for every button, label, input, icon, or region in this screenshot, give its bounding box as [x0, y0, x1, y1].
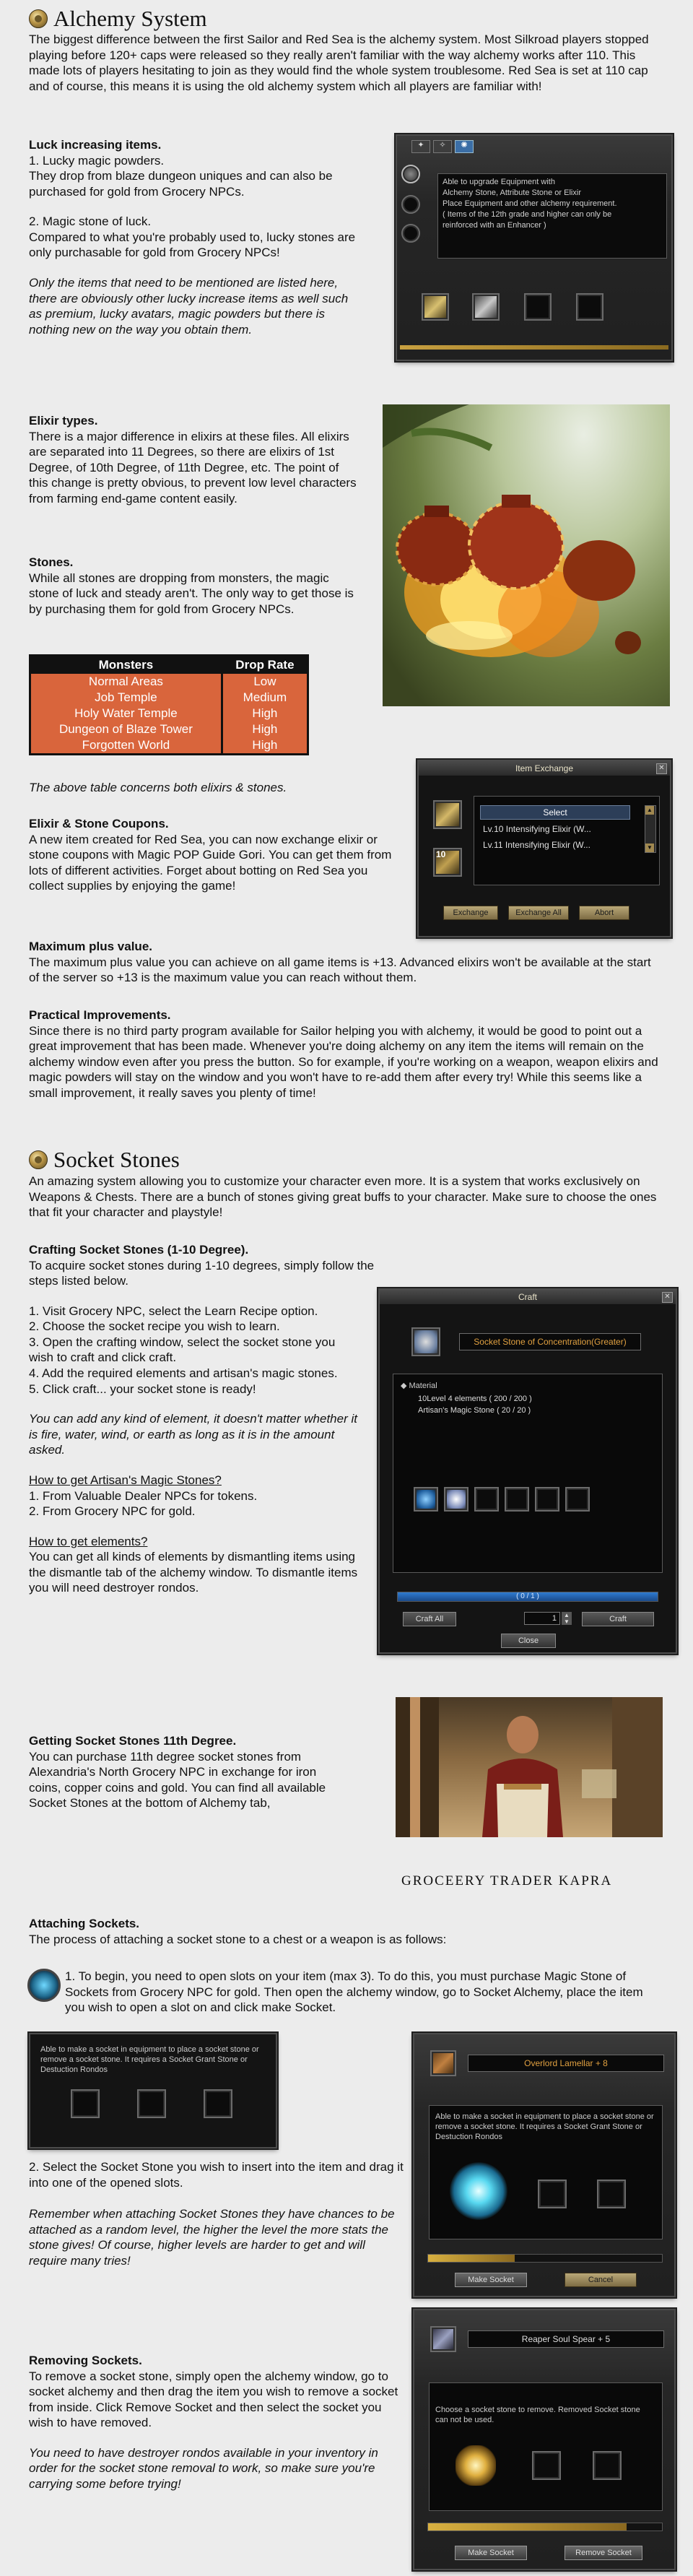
list-item: 3. Open the crafting window, select the socket stone you wish to craft and click craft. — [29, 1335, 336, 1365]
socket-slot[interactable] — [204, 2089, 232, 2118]
table-cell: Normal Areas — [88, 674, 163, 688]
luck-section — [29, 137, 361, 337]
luck-stone-slot[interactable] — [401, 224, 420, 243]
list-item: 4. Add the required elements and artisan's magic stones. — [29, 1366, 338, 1381]
tab-elixir[interactable]: ✦ — [411, 140, 430, 153]
table-row — [30, 706, 308, 721]
eleventh-heading: Getting Socket Stones 11th Degree. — [29, 1734, 237, 1748]
craft-progress-text: ( 0 / 1 ) — [516, 1592, 539, 1600]
alchemy-tabs — [411, 140, 476, 153]
elixir-result-slot[interactable] — [433, 848, 462, 877]
craft-heading: Crafting Socket Stones (1-10 Degree). — [29, 1243, 249, 1257]
socket-box — [429, 2105, 663, 2239]
remove-socket-button[interactable]: Remove Socket — [565, 2546, 642, 2560]
list-item: 5. Click craft... your socket stone is ready! — [29, 1382, 256, 1396]
elixir-heading: Elixir types. — [29, 414, 98, 428]
stones-section — [29, 555, 361, 617]
elixir-section — [29, 413, 361, 506]
practical-section — [29, 1007, 664, 1101]
craft-button[interactable]: Craft — [582, 1612, 654, 1626]
remove-socket-progress-fill — [428, 2523, 627, 2531]
socket-slot[interactable] — [593, 2451, 622, 2480]
empty-slot[interactable] — [505, 1487, 529, 1512]
material-label-text: Material — [409, 1382, 437, 1390]
attach-step-1: 1. To begin, you need to open slots on your item (max 3). To do this, you must purchase Magic Stone of Sockets from Grocery NPC for gold. Then open the alchemy window, go to Socket Alchemy, place the item you wish to open a slot on and click make Socket. — [65, 1969, 643, 2015]
elements-question: How to get elements? — [29, 1534, 148, 1548]
make-socket-window — [413, 2033, 676, 2297]
socket-window-text: Able to make a socket in equipment to place a socket stone or remove a socket stone. It requires a Socket Grant Stone or Destuction Rondos — [40, 2045, 259, 2074]
artisan-answer-2: 2. From Grocery NPC for gold. — [29, 1504, 196, 1519]
element-slot[interactable] — [414, 1487, 438, 1512]
scrollbar[interactable] — [645, 805, 656, 853]
elements-answer: You can get all kinds of elements by dismantling items using the dismantle tab of the alchemy window. To dismantle items you will need destroyer rondos. — [29, 1550, 358, 1595]
table-cell: High — [222, 721, 308, 737]
material-slot[interactable] — [524, 293, 552, 321]
elixir-scene-image — [383, 404, 670, 706]
table-cell: Low — [222, 674, 308, 690]
socket-intro: An amazing system allowing you to customize your character even more. It is a system that works exclusively on Weapons & Chests. There are a bunch of stones giving great buffs to your character. Make sure to choose the ones that fit your character and playstyle! — [29, 1174, 657, 1220]
coupons-section — [29, 816, 404, 894]
abort-button[interactable]: Abort — [579, 906, 629, 920]
luck-heading: Luck increasing items. — [29, 138, 162, 152]
empty-slot[interactable] — [474, 1487, 499, 1512]
coupons-heading: Elixir & Stone Coupons. — [29, 817, 169, 831]
tooltip-line: Able to upgrade Equipment with — [443, 178, 555, 186]
table-cell: High — [222, 737, 308, 755]
attach-note: Remember when attaching Socket Stones they have chances to be attached as a random level, the higher the level the more stats the stone gives! Of course, higher levels are harder to get and will require many tries! — [29, 2207, 395, 2268]
close-button[interactable]: Close — [501, 1634, 556, 1648]
stack-count: 10 — [436, 849, 446, 859]
npc-illustration — [396, 1697, 663, 1837]
attach-sub: The process of attaching a socket stone to a chest or a weapon is as follows: — [29, 1932, 447, 1946]
socket-window-small — [29, 2033, 277, 2148]
craft-section — [29, 1242, 375, 1596]
burning-urns-illustration — [383, 404, 670, 706]
craft-steps — [29, 1304, 361, 1397]
bullet-icon: ◆ — [401, 1382, 409, 1390]
stones-heading: Stones. — [29, 555, 74, 569]
scroll-up-icon[interactable]: ▲ — [645, 806, 654, 815]
tooltip-line: ( Items of the 12th grade and higher can only be — [443, 210, 612, 219]
table-note: The above table concerns both elixirs & stones. — [29, 781, 287, 794]
socket-slot[interactable] — [532, 2451, 561, 2480]
socket-slot[interactable] — [137, 2089, 166, 2118]
socket-heading — [29, 1148, 180, 1171]
exchange-option[interactable]: Lv.10 Intensifying Elixir (W... — [483, 824, 591, 834]
practical-text: Since there is no third party program available for Sailor helping you with alchemy, it would be good to point out a great improvement that has been made. Whenever you're doing alchemy on any item the items will remain on the alchemy window even after you press the button. So for example, if you're working on a weapon, weapon elixirs and magic powders will stay on the window and you won't have to re-add them after every try! While this seems like a small improvement, it really saves you plenty of time! — [29, 1023, 658, 1100]
remove-section — [29, 2353, 404, 2492]
table-cell: Forgotten World — [82, 737, 170, 752]
elixir-slot[interactable] — [401, 165, 420, 183]
scroll-down-icon[interactable]: ▼ — [645, 844, 654, 852]
exchange-list-box — [474, 796, 660, 885]
make-socket-text: Able to make a socket in equipment to place a socket stone or remove a socket stone. It requires a Socket Grant Stone or Destuction Rondos — [435, 2112, 654, 2141]
artisan-question: How to get Artisan's Magic Stones? — [29, 1473, 222, 1487]
empty-slot[interactable] — [565, 1487, 590, 1512]
socket-slot[interactable] — [538, 2180, 567, 2208]
material-line: 10Level 4 elements ( 200 / 200 ) — [418, 1395, 532, 1403]
gold-stone-icon — [456, 2445, 496, 2486]
maxplus-section — [29, 939, 664, 986]
material-label — [401, 1382, 437, 1392]
socket-slot[interactable] — [71, 2089, 100, 2118]
remove-socket-text: Choose a socket stone to remove. Removed Socket stone can not be used. — [435, 2406, 640, 2424]
coupons-text: A new item created for Red Sea, you can now exchange elixir or stone coupons with Magic POP Guide Gori. You can get them from lots of different activities. Forget about botting on Red Sea you collect supplies by enjoying the game! — [29, 832, 392, 893]
close-icon[interactable]: ✕ — [662, 1292, 673, 1303]
item-name: Reaper Soul Spear + 5 — [468, 2330, 664, 2348]
alchemy-tooltip — [437, 173, 667, 259]
make-socket-progress-fill — [428, 2255, 515, 2262]
craft-sub: To acquire socket stones during 1-10 degrees, simply follow the steps listed below. — [29, 1258, 375, 1288]
luck-item-1-desc: They drop from blaze dungeon uniques and can also be purchased for gold from Grocery NPCs. — [29, 169, 333, 199]
socket-title: Socket Stones — [53, 1147, 180, 1172]
coupon-slot[interactable] — [433, 800, 462, 829]
craft-note: You can add any kind of element, it doesn't matter whether it is fire, water, wind, or earth as long as it is in the amount asked. — [29, 1412, 357, 1457]
craft-progress-bar — [397, 1592, 658, 1602]
material-line: Artisan's Magic Stone ( 20 / 20 ) — [418, 1406, 531, 1415]
quantity-input[interactable]: 1 — [524, 1612, 560, 1625]
remove-text: To remove a socket stone, simply open the alchemy window, go to socket alchemy and then drag the item you wish to remove a socket from inside. Click Remove Socket and then select the socket you wish to have removed. — [29, 2369, 398, 2430]
table-row — [30, 737, 308, 755]
eleventh-text: You can purchase 11th degree socket stones from Alexandria's North Grocery NPC in exchange for iron coins, copper coins and gold. You can find all available Socket Stones at the bottom of Alchemy tab, — [29, 1749, 326, 1810]
close-icon[interactable]: ✕ — [656, 763, 667, 774]
list-item: 1. Visit Grocery NPC, select the Learn Recipe option. — [29, 1304, 318, 1318]
exchange-all-button[interactable]: Exchange All — [508, 906, 569, 920]
alchemy-progress-bar — [400, 345, 668, 350]
urn-center — [469, 495, 563, 589]
item-name: Overlord Lamellar + 8 — [468, 2055, 664, 2072]
stone-slot[interactable] — [472, 293, 500, 321]
table-row — [30, 674, 308, 690]
medal-icon — [29, 1150, 48, 1169]
item-exchange-title: Item Exchange — [419, 761, 670, 776]
item-slot[interactable] — [430, 2326, 456, 2352]
luck-item-2: 2. Magic stone of luck. — [29, 214, 152, 229]
alchemy-heading — [29, 7, 207, 30]
luck-item-2-desc: Compared to what you're probably used to, lucky stones are only purchasable for gold from Grocery NPCs! — [29, 230, 356, 260]
attach-step-2: 2. Select the Socket Stone you wish to insert into the item and drag it into one of the opened slots. — [29, 2160, 404, 2190]
list-item: 2. Choose the socket recipe you wish to learn. — [29, 1319, 280, 1334]
npc-caption: GROCEERY TRADER KAPRA — [401, 1873, 613, 1888]
table-row — [30, 690, 308, 706]
eleventh-section — [29, 1733, 346, 1811]
craft-all-button[interactable]: Craft All — [403, 1612, 456, 1626]
powder-slot[interactable] — [401, 195, 420, 214]
table-cell: Holy Water Temple — [74, 706, 178, 720]
equipment-slot[interactable] — [422, 293, 449, 321]
table-header-monsters: Monsters — [30, 656, 222, 674]
tooltip-line: Alchemy Stone, Attribute Stone or Elixir — [443, 188, 581, 197]
socket-slot[interactable] — [597, 2180, 626, 2208]
urn-left — [397, 506, 476, 585]
luck-item-1: 1. Lucky magic powders. — [29, 153, 165, 168]
magic-stone-of-sockets-icon — [27, 1969, 61, 2002]
stones-text: While all stones are dropping from monsters, the magic stone of luck and steady aren't. The only way to get those is by purchasing them for gold from Grocery NPCs. — [29, 571, 354, 616]
quantity-stepper[interactable]: ▲ ▼ — [562, 1612, 572, 1625]
remove-box — [429, 2382, 663, 2511]
maxplus-text: The maximum plus value you can achieve on all game items is +13. Advanced elixirs won't be available at the start of the server so +13 is the maximum value you can reach without them. — [29, 955, 651, 985]
make-socket-button[interactable]: Make Socket — [455, 2273, 527, 2287]
tab-socket[interactable]: ✺ — [455, 140, 474, 153]
alchemy-window — [396, 134, 673, 361]
table-cell: Dungeon of Blaze Tower — [58, 721, 193, 736]
elixir-text: There is a major difference in elixirs at these files. All elixirs are separated into 11 Degrees, so there are elixirs of 1st Degree, of 10th Degree, of 11th Degree, etc. The point of this change is pretty obvious, to prevent low level characters from farming end-game content easily. — [29, 429, 357, 506]
attach-section — [29, 1916, 664, 1947]
alchemy-side-slots — [396, 162, 424, 248]
extra-slot[interactable] — [576, 293, 603, 321]
table-header-drop-rate: Drop Rate — [222, 656, 308, 674]
recipe-name: Socket Stone of Concentration(Greater) — [459, 1333, 641, 1350]
table-cell: Medium — [222, 690, 308, 706]
make-socket-progress — [427, 2254, 663, 2263]
table-cell: High — [222, 706, 308, 721]
exchange-button[interactable]: Exchange — [443, 906, 498, 920]
tooltip-line: Place Equipment and other alchemy requirement. — [443, 199, 617, 208]
tab-stone[interactable]: ✧ — [433, 140, 452, 153]
practical-heading: Practical Improvements. — [29, 1008, 171, 1022]
artisan-answer-1: 1. From Valuable Dealer NPCs for tokens. — [29, 1488, 258, 1503]
item-exchange-window — [417, 760, 671, 937]
alchemy-intro: The biggest difference between the first Sailor and Red Sea is the alchemy system. Most Silkroad players stopped playing before 120+ caps were released so they really aren't familiar with the way alchemy works after 110. This made lots of players hesitating to join as they would find the whole system troublesome. Red Sea is set at 110 cap and of course, this means it is using the old alchemy system which all players are familiar with! — [29, 32, 649, 93]
exchange-option[interactable]: Lv.11 Intensifying Elixir (W... — [483, 840, 590, 850]
alchemy-title: Alchemy System — [53, 6, 207, 31]
luck-note: Only the items that need to be mentioned are listed here, there are obviously other lucky increase items as well such as premium, lucky avatars, magic powders but there is nothing new on the way you obtain them. — [29, 276, 349, 337]
attach-heading: Attaching Sockets. — [29, 1917, 140, 1930]
remove-note: You need to have destroyer rondos available in your inventory in order for the socket stone removal to work, so make sure you're carrying some before trying! — [29, 2445, 378, 2492]
table-header-row — [30, 656, 308, 674]
magic-stone-slot[interactable] — [444, 1487, 468, 1512]
make-socket-button[interactable]: Make Socket — [455, 2546, 527, 2560]
cancel-button[interactable]: Cancel — [565, 2273, 637, 2287]
remove-socket-window — [413, 2309, 676, 2570]
craft-window-title: Craft — [380, 1290, 676, 1305]
maxplus-heading: Maximum plus value. — [29, 940, 152, 953]
drop-rate-table — [29, 654, 309, 755]
select-header[interactable]: Select — [480, 805, 630, 820]
remove-socket-progress — [427, 2523, 663, 2531]
empty-slot[interactable] — [535, 1487, 559, 1512]
item-slot[interactable] — [430, 2050, 456, 2076]
remove-heading: Removing Sockets. — [29, 2354, 142, 2367]
socket-stone-glow-icon — [450, 2162, 507, 2220]
table-cell: Job Temple — [95, 690, 157, 704]
craft-window — [378, 1288, 677, 1654]
material-box — [393, 1374, 663, 1573]
npc-image — [396, 1697, 663, 1837]
medal-icon — [29, 9, 48, 28]
recipe-icon[interactable] — [411, 1327, 440, 1356]
tooltip-line: reinforced with an Enhancer ) — [443, 221, 546, 230]
table-row — [30, 721, 308, 737]
